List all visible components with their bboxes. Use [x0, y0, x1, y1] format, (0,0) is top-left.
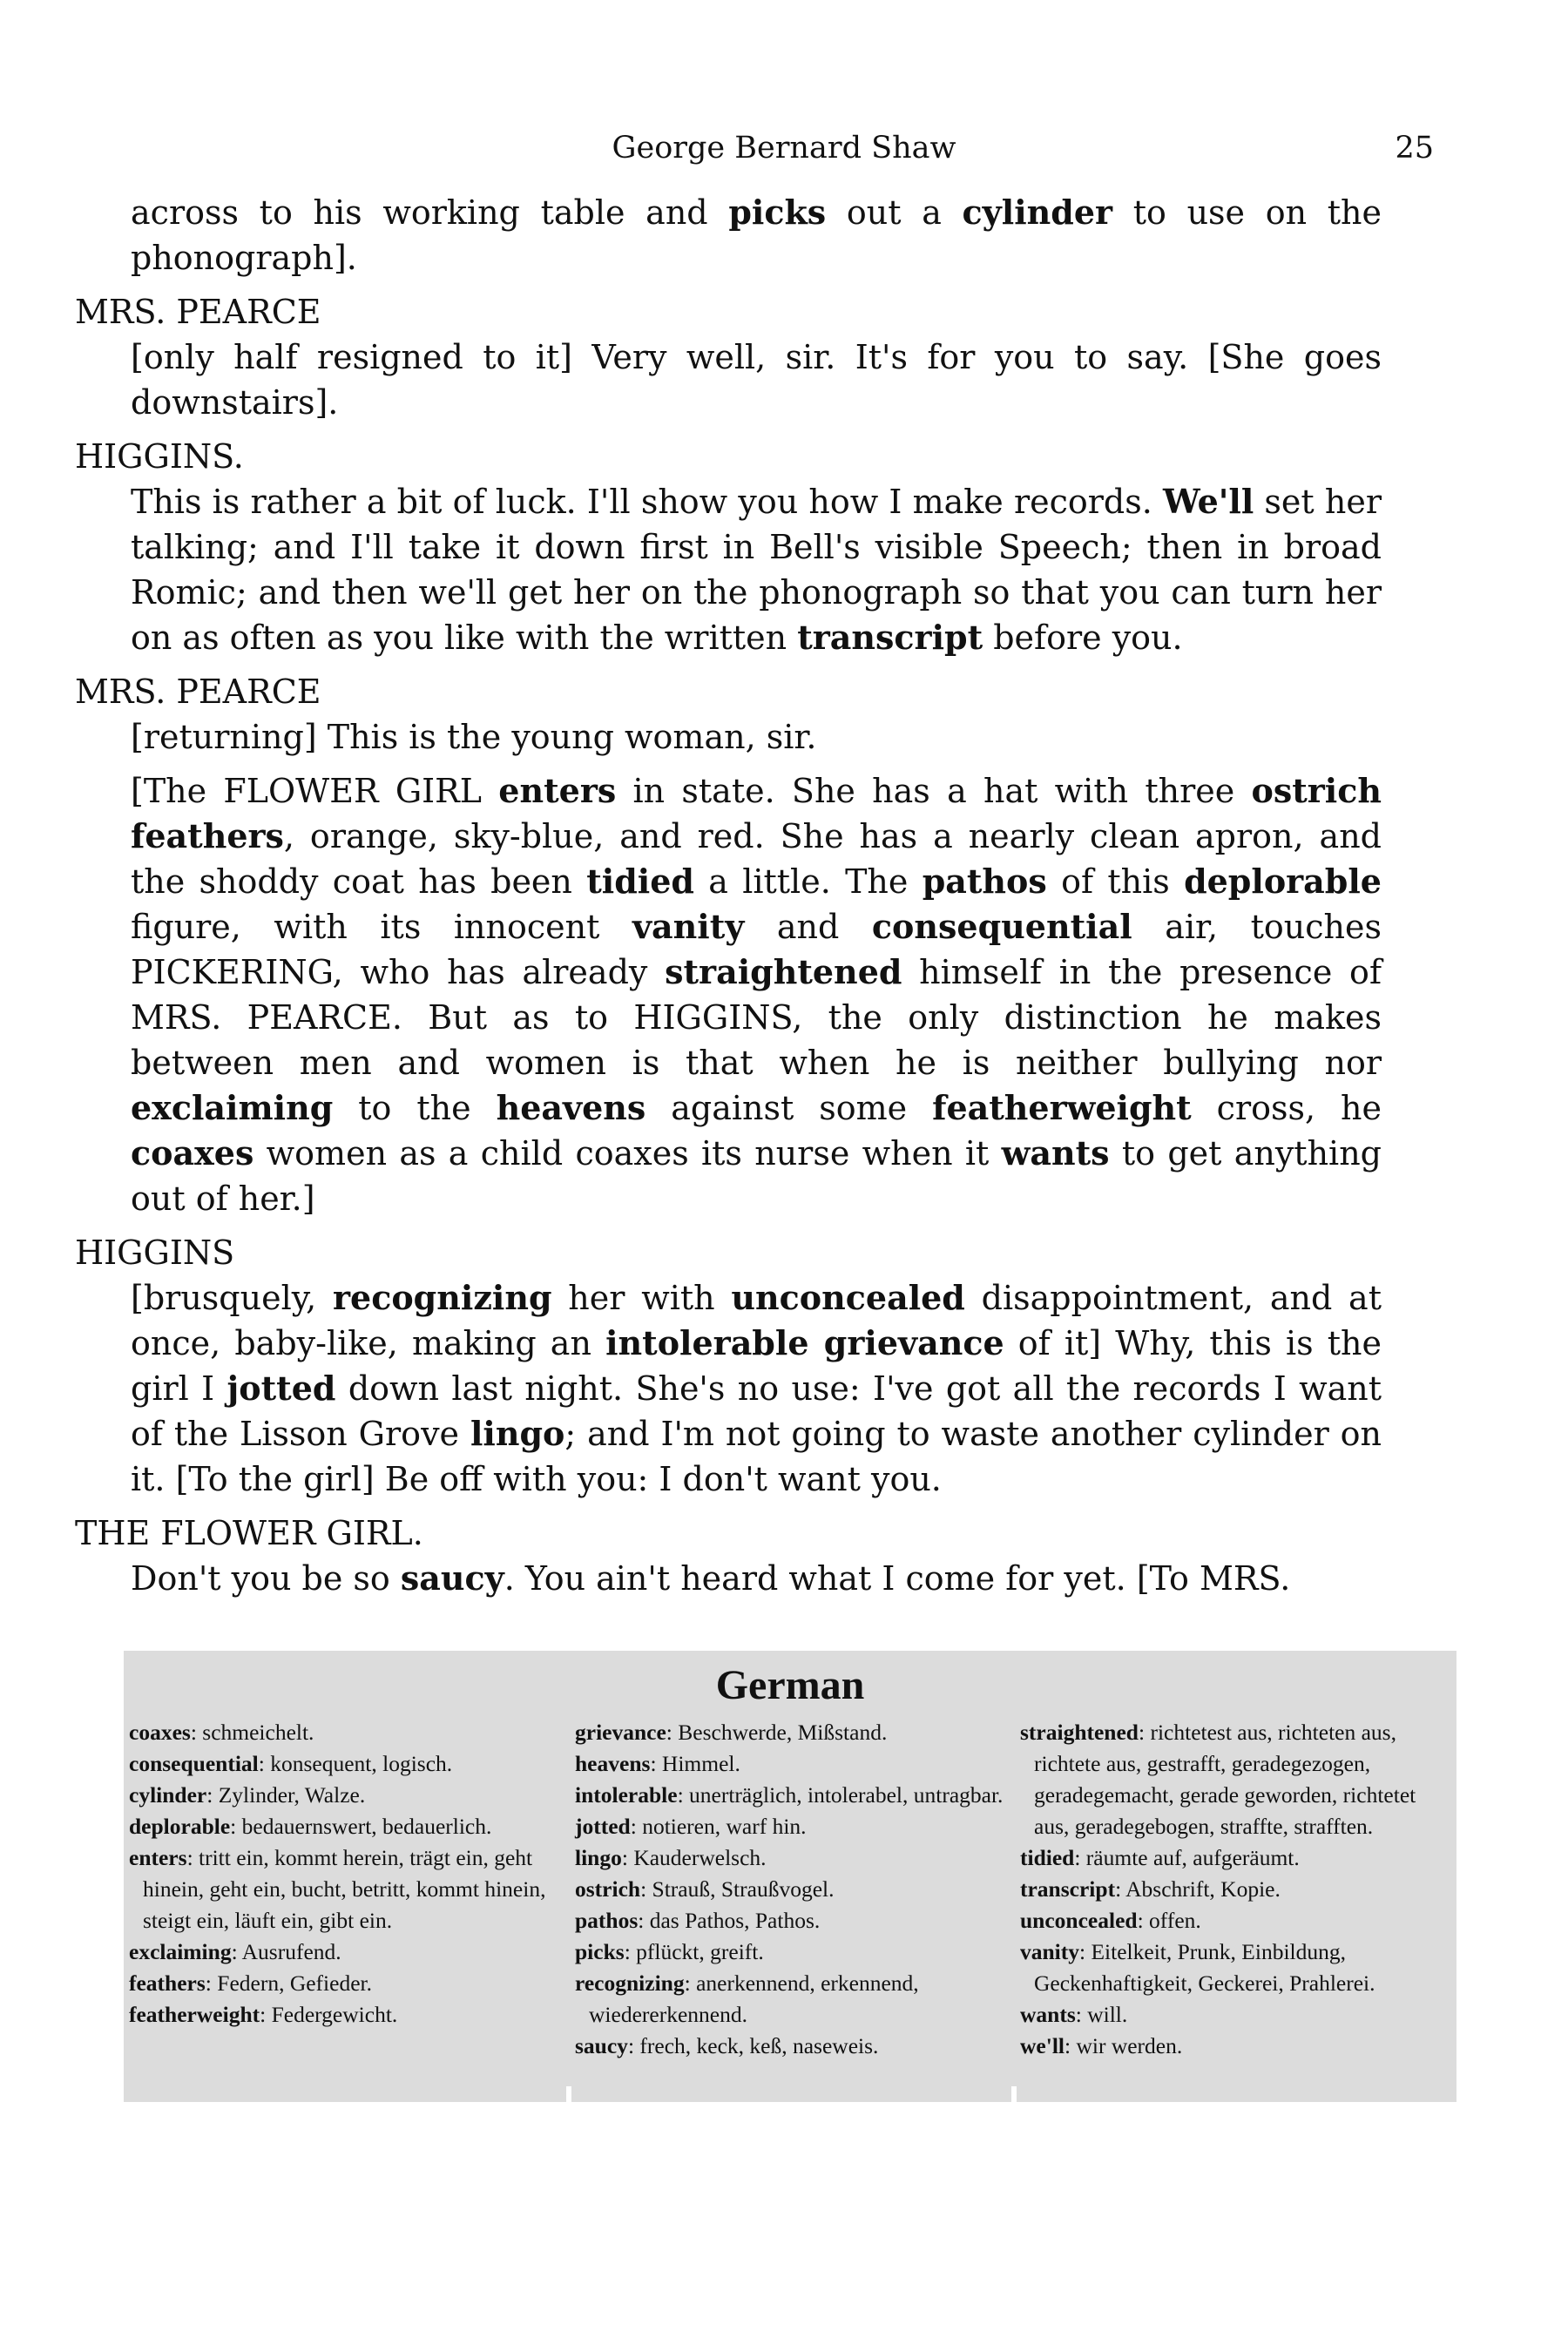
glossary-term: we'll	[1020, 2033, 1064, 2058]
text-run: and	[744, 908, 872, 946]
text-run: to use on the phonograph].	[131, 193, 1382, 277]
text-run: [The FLOWER GIRL	[131, 772, 499, 810]
glossary-column-3	[1020, 1717, 1456, 2062]
speaker-name: THE FLOWER GIRL.	[75, 1514, 423, 1552]
glossary-term: jotted	[575, 1814, 631, 1839]
speaker-name: MRS. PEARCE	[75, 672, 321, 711]
glossary-definition: : wir werden.	[1064, 2033, 1183, 2058]
glossary-entry	[129, 1717, 564, 1748]
glossary-entry	[575, 1968, 1010, 2031]
glossary-term: unconcealed	[1020, 1908, 1138, 1933]
text-run: [returning] This is the young woman, sir.	[131, 718, 817, 756]
glossary-term: straightened	[1020, 1720, 1139, 1745]
vocabulary-word: We'll	[1163, 482, 1254, 521]
glossary-entry	[1020, 1936, 1456, 1999]
text-run: women as a child coaxes its nurse when it	[253, 1134, 1002, 1173]
glossary-entry	[575, 1717, 1010, 1748]
glossary-entry	[129, 1999, 564, 2031]
glossary-term: wants	[1020, 2002, 1076, 2027]
text-run: , orange, sky-blue, and red. She has a nearly clean apron, and the shoddy coat has been	[131, 817, 1382, 901]
speech-block	[75, 1275, 1382, 1502]
glossary-term: feathers	[129, 1970, 206, 1996]
glossary-definition: : richtetest aus, richteten aus, richtete aus, gestrafft, geradegezogen, geradegemacht, gerade geworden, richtetet aus, geradegebogen, straffte, strafften.	[1034, 1720, 1416, 1839]
glossary-term: pathos	[575, 1908, 639, 1933]
text-run: of it] Why, this is the girl I	[131, 1324, 1382, 1408]
glossary-definition: : will.	[1075, 2002, 1128, 2027]
glossary-term: tidied	[1020, 1845, 1075, 1870]
glossary-term: consequential	[129, 1751, 259, 1776]
speech-paragraph	[131, 1556, 1382, 1601]
speech-paragraph	[131, 479, 1382, 660]
glossary-definition: : bedauernswert, bedauerlich.	[230, 1814, 492, 1839]
glossary-entry	[1020, 1842, 1456, 1874]
vocabulary-word: saucy	[400, 1558, 504, 1598]
text-run: out a	[826, 193, 963, 232]
glossary-entry	[575, 1905, 1010, 1936]
glossary-entry	[575, 1874, 1010, 1905]
speaker-name: MRS. PEARCE	[75, 293, 321, 331]
vocabulary-word: vanity	[632, 907, 745, 946]
text-run: disappointment, and at once, baby-like, making an	[131, 1279, 1382, 1362]
running-title: George Bernard Shaw	[612, 131, 956, 166]
glossary-term: transcript	[1020, 1876, 1116, 1902]
vocabulary-word: wants	[1001, 1133, 1110, 1173]
glossary-definition: : schmeichelt.	[190, 1720, 314, 1745]
speech-block	[75, 190, 1382, 280]
page-header	[0, 131, 1568, 174]
glossary-entry	[129, 1811, 564, 1842]
glossary-definition: : das Pathos, Pathos.	[638, 1908, 821, 1933]
text-run: set her talking; and I'll take it down first in Bell's visible Speech; then in broad Romic; and then we'll get her on the phonograph so that you can turn her on as often as you like with the written	[131, 483, 1382, 657]
text-run: a little. The	[693, 862, 923, 901]
glossary-definition: : Strauß, Straußvogel.	[640, 1876, 835, 1902]
glossary-term: lingo	[575, 1845, 622, 1870]
text-run: Don't you be so	[131, 1559, 401, 1598]
vocabulary-word: deplorable	[1184, 862, 1382, 901]
glossary-definition: : offen.	[1137, 1908, 1201, 1933]
speech-paragraph	[131, 768, 1382, 1221]
glossary-term: intolerable	[575, 1782, 678, 1808]
vocabulary-word: tidied	[586, 862, 694, 901]
glossary-definition: : Eitelkeit, Prunk, Einbildung, Geckenhaftigkeit, Geckerei, Prahlerei.	[1034, 1939, 1375, 1996]
play-text	[75, 190, 1437, 1610]
glossary-definition: : pflückt, greift.	[624, 1939, 764, 1964]
glossary-definition: : Beschwerde, Mißstand.	[666, 1720, 888, 1745]
glossary-entry	[1020, 1874, 1456, 1905]
column-divider	[1011, 2086, 1017, 2102]
text-run: to get anything out of her.]	[131, 1134, 1382, 1218]
column-divider	[566, 2086, 571, 2102]
glossary-definition: : unerträglich, intolerabel, untragbar.	[677, 1782, 1004, 1808]
glossary-entry	[1020, 1999, 1456, 2031]
glossary-definition: : notieren, warf hin.	[630, 1814, 807, 1839]
speech-block	[75, 479, 1382, 660]
glossary-term: enters	[129, 1845, 187, 1870]
glossary-entry	[575, 1780, 1010, 1811]
glossary-term: grievance	[575, 1720, 666, 1745]
glossary-term: picks	[575, 1939, 625, 1964]
vocabulary-word: transcript	[797, 618, 983, 657]
glossary-definition: : frech, keck, keß, naseweis.	[627, 2033, 879, 2058]
vocabulary-word: heavens	[496, 1088, 646, 1127]
glossary-entry	[129, 1780, 564, 1811]
text-run: cross, he	[1191, 1089, 1382, 1127]
text-run: across to his working table and	[131, 193, 729, 232]
glossary-term: ostrich	[575, 1876, 641, 1902]
glossary-term: vanity	[1020, 1939, 1080, 1964]
text-run: ; and I'm not going to waste another cylinder on it. [To the girl] Be off with you: I don't want you.	[131, 1415, 1382, 1498]
glossary-entry	[575, 2031, 1010, 2062]
text-run: in state. She has a hat with three	[616, 772, 1252, 810]
glossary-entry	[575, 1748, 1010, 1780]
glossary-entry	[575, 1936, 1010, 1968]
glossary-column-1	[129, 1717, 564, 2031]
glossary-term: deplorable	[129, 1814, 231, 1839]
vocabulary-word: intolerable grievance	[605, 1323, 1004, 1362]
vocabulary-word: coaxes	[131, 1133, 254, 1173]
text-run: to the	[333, 1089, 497, 1127]
vocabulary-word: jotted	[226, 1369, 336, 1408]
vocabulary-word: cylinder	[962, 193, 1113, 232]
speaker-name: HIGGINS	[75, 1233, 235, 1272]
glossary-definition: : anerkennend, erkennend, wiedererkennend.	[589, 1970, 919, 2027]
glossary-definition: : räumte auf, aufgeräumt.	[1074, 1845, 1300, 1870]
glossary-term: cylinder	[129, 1782, 207, 1808]
text-run: [only half resigned to it] Very well, sir. It's for you to say. [She goes downstairs].	[131, 338, 1382, 422]
speech-block	[75, 714, 1382, 1221]
speech-paragraph	[131, 1275, 1382, 1502]
glossary-definition: : Himmel.	[650, 1751, 740, 1776]
text-run: her with	[551, 1279, 732, 1317]
vocabulary-word: consequential	[871, 907, 1132, 946]
glossary-term: saucy	[575, 2033, 628, 2058]
glossary-entry	[129, 1842, 564, 1936]
vocabulary-word: straightened	[665, 952, 902, 991]
glossary-definition: : Kauderwelsch.	[621, 1845, 767, 1870]
glossary-entry	[575, 1842, 1010, 1874]
glossary-definition: : Abschrift, Kopie.	[1115, 1876, 1281, 1902]
glossary-entry	[1020, 2031, 1456, 2062]
glossary-term: exclaiming	[129, 1939, 232, 1964]
vocabulary-word: unconcealed	[731, 1278, 965, 1317]
glossary-term: featherweight	[129, 2002, 260, 2027]
glossary-definition: : Federgewicht.	[260, 2002, 398, 2027]
speech-block	[75, 335, 1382, 425]
text-run: himself in the presence of MRS. PEARCE. But as to HIGGINS, the only distinction he makes between men and women is that when he is neither bullying nor	[131, 953, 1382, 1082]
glossary-title: German	[715, 1662, 865, 1708]
speaker-name: HIGGINS.	[75, 437, 244, 476]
text-run: down last night. She's no use: I've got all the records I want of the Lisson Grove	[131, 1369, 1382, 1453]
speech-block	[75, 1556, 1382, 1601]
glossary-entry	[1020, 1717, 1456, 1842]
glossary-term: recognizing	[575, 1970, 685, 1996]
glossary-entry	[1020, 1905, 1456, 1936]
glossary-entry	[129, 1936, 564, 1968]
vocabulary-word: enters	[498, 771, 617, 810]
glossary-entry	[129, 1968, 564, 1999]
glossary-term: coaxes	[129, 1720, 191, 1745]
vocabulary-word: lingo	[470, 1414, 565, 1453]
glossary-definition: : Federn, Gefieder.	[205, 1970, 372, 1996]
text-run: against some	[645, 1089, 933, 1127]
german-glossary	[124, 1651, 1456, 2102]
vocabulary-word: exclaiming	[131, 1088, 334, 1127]
text-run: figure, with its innocent	[131, 908, 632, 946]
vocabulary-word: recognizing	[333, 1278, 552, 1317]
vocabulary-word: picks	[728, 193, 827, 232]
glossary-definition: : Ausrufend.	[231, 1939, 341, 1964]
text-run: . You ain't heard what I come for yet. [To MRS.	[504, 1559, 1291, 1598]
text-run: air, touches PICKERING, who has already	[131, 908, 1382, 991]
text-run: [brusquely,	[131, 1279, 333, 1317]
glossary-term: heavens	[575, 1751, 651, 1776]
vocabulary-word: featherweight	[932, 1088, 1192, 1127]
vocabulary-word: ostrich feathers	[131, 771, 1382, 855]
glossary-definition: : Zylinder, Walze.	[206, 1782, 366, 1808]
speech-paragraph	[131, 190, 1382, 280]
text-run: before you.	[983, 618, 1183, 657]
page-number: 25	[1395, 131, 1434, 166]
glossary-definition: : tritt ein, kommt herein, trägt ein, geht hinein, geht ein, bucht, betritt, kommt hinein, steigt ein, läuft ein, gibt ein.	[143, 1845, 546, 1933]
glossary-entry	[575, 1811, 1010, 1842]
speech-paragraph	[131, 335, 1382, 425]
glossary-column-2	[575, 1717, 1010, 2062]
glossary-entry	[129, 1748, 564, 1780]
speech-paragraph	[131, 714, 1382, 760]
vocabulary-word: pathos	[922, 862, 1047, 901]
glossary-definition: : konsequent, logisch.	[258, 1751, 453, 1776]
text-run: This is rather a bit of luck. I'll show you how I make records.	[131, 483, 1163, 521]
text-run: of this	[1046, 862, 1185, 901]
